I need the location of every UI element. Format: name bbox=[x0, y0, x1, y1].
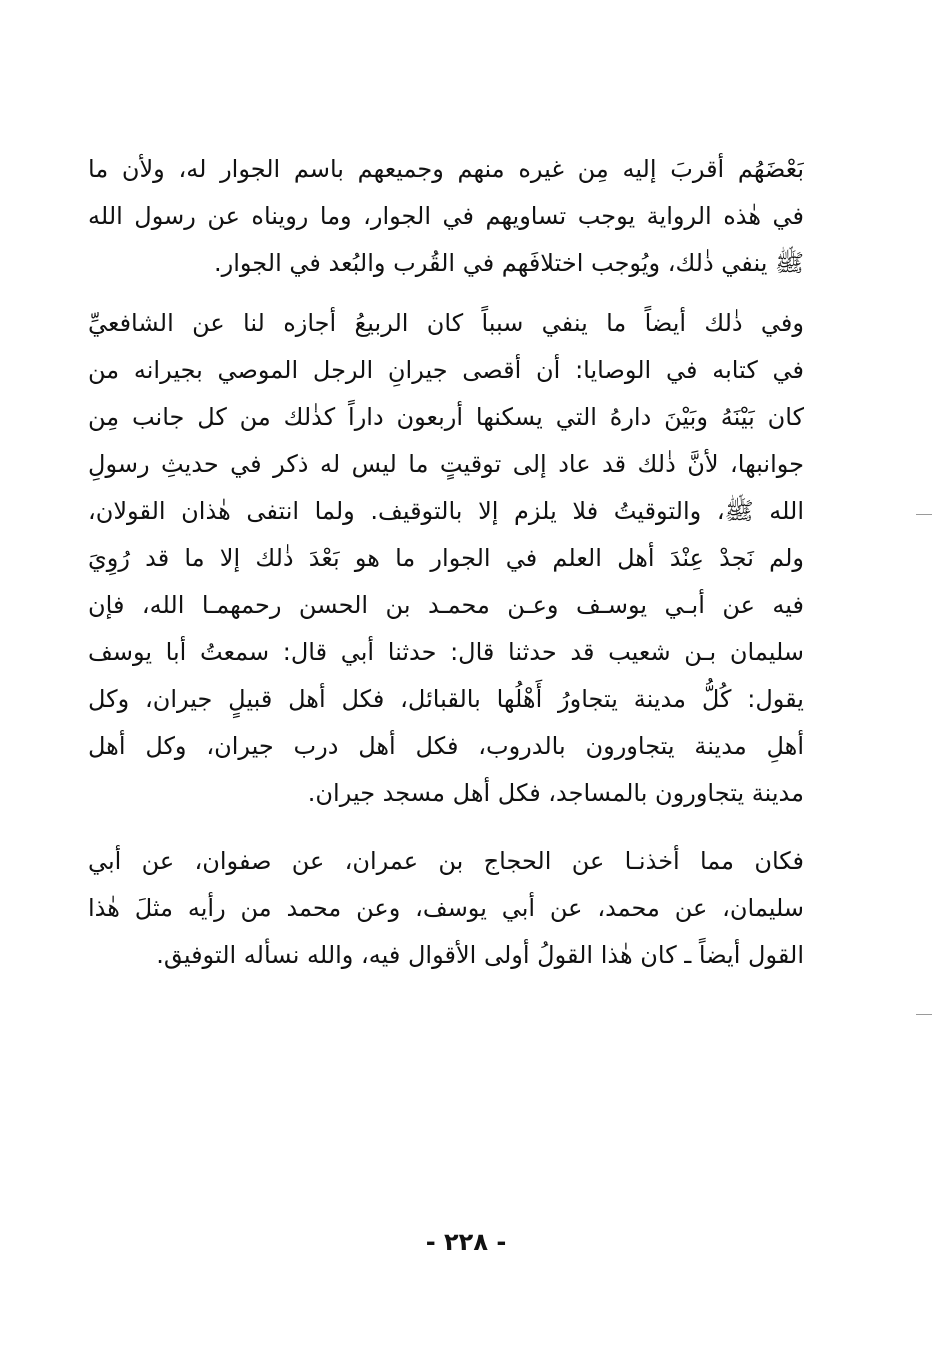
text-line: ﷺ ينفي ذٰلك، ويُوجب اختلافَهم في القُرب والبُعد في الجوار. bbox=[214, 249, 804, 277]
margin-scan-mark bbox=[916, 514, 932, 515]
text-line: ولم نَجدْ عِنْدَ أهل العلم في الجوار ما هو بَعْدَ ذٰلك إلا ما قد رُوِيَ bbox=[88, 544, 804, 572]
text-line: أهلِ مدينة يتجاورون بالدروب، فكل أهل درب جيران، وكل أهل bbox=[88, 732, 804, 760]
text-line: سليمان، عن محمد، عن أبي يوسف، وعن محمد من رأيه مثلَ هٰذا bbox=[88, 894, 804, 922]
text-line: مدينة يتجاورون بالمساجد، فكل أهل مسجد جيران. bbox=[307, 779, 804, 807]
text-line: كان بَيْنَهُ وبَيْنَ دارهُ التي يسكنها أربعون داراً كذٰلك من كل جانب مِن bbox=[88, 403, 804, 431]
text-line: في هٰذه الرواية يوجب تساويهم في الجوار، وما رويناه عن رسول الله bbox=[88, 202, 804, 230]
text-line: في كتابه في الوصايا: أن أقصى جيرانِ الرجل الموصي بجيرانه من bbox=[88, 356, 804, 384]
text-line: فيه عن أبـي يوسـف وعـن محمـد بن الحسن رحمهمـا الله، فإن bbox=[88, 591, 804, 619]
margin-scan-mark bbox=[916, 1014, 932, 1015]
text-line: سليمان بـن شعيب قد حدثنا قال: حدثنا أبي قال: سمعتُ أبا يوسف bbox=[88, 638, 804, 666]
text-line: وفي ذٰلك أيضاً ما ينفي سبباً كان الربيعُ أجازه لنا عن الشافعيِّ bbox=[88, 309, 804, 337]
page-number: - ٢٢٨ - bbox=[425, 1228, 507, 1256]
text-line: يقول: كُلُّ مدينة يتجاورُ أَهْلُها بالقبائل، فكل أهل قبيلٍ جيران، وكل bbox=[88, 685, 804, 713]
paragraph-1 bbox=[88, 146, 804, 287]
text-line: جوانبها، لأنَّ ذٰلك قد عاد إلى توقيتٍ ما ليس له ذكر في حديثِ رسولِ bbox=[88, 450, 804, 478]
text-line: بَعْضَهُم أقربَ إليه مِن غيره منهم وجميعهم باسم الجوار له، ولأن ما bbox=[88, 155, 804, 183]
text-line: القول أيضاً ـ كان هٰذا القولُ أولى الأقوال فيه، والله نسأله التوفيق. bbox=[156, 941, 804, 969]
paragraph-3 bbox=[88, 838, 804, 979]
text-line: فكان مما أخذنـا عن الحجاج بن عمران، عن صفوان، عن أبي bbox=[88, 847, 804, 875]
paragraph-2 bbox=[88, 300, 804, 817]
text-line: الله ﷺ، والتوقيتُ فلا يلزم إلا بالتوقيف. ولما انتفى هٰذان القولان، bbox=[88, 497, 804, 525]
